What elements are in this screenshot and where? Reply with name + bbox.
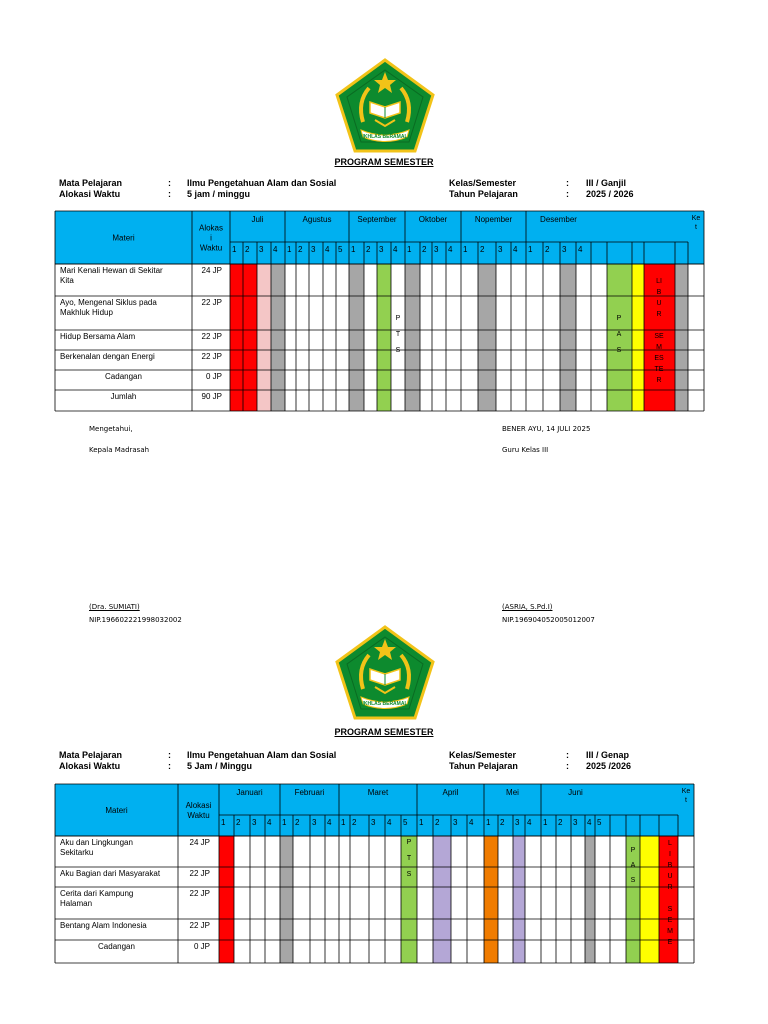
alokasi-value: 5 Jam / Minggu bbox=[187, 761, 253, 771]
week-number: 2 bbox=[558, 818, 563, 827]
pas-label: S bbox=[616, 347, 622, 354]
colon: : bbox=[168, 750, 171, 760]
week-number: 2 bbox=[480, 245, 485, 254]
materi-text: Cadangan bbox=[105, 372, 142, 381]
month-header-juni: Juni bbox=[568, 788, 583, 797]
svg-text:IKHLAS BERAMAL: IKHLAS BERAMAL bbox=[362, 701, 408, 707]
materi-text: Aku Bagian dari Masyarakat bbox=[60, 869, 161, 878]
week-number: 3 bbox=[371, 818, 376, 827]
colon: : bbox=[566, 189, 569, 199]
week-number: 4 bbox=[587, 818, 592, 827]
week-number: 1 bbox=[463, 245, 468, 254]
schedule-fill-green bbox=[626, 836, 640, 963]
colon: : bbox=[168, 178, 171, 188]
colon: : bbox=[566, 761, 569, 771]
materi-text: Hidup Bersama Alam bbox=[60, 332, 136, 341]
kelas-value: III / Ganjil bbox=[586, 178, 627, 188]
materi-text: Mari Kenali Hewan di Sekitar bbox=[60, 266, 163, 275]
alokasi-jp-text: 22 JP bbox=[189, 889, 210, 898]
libur-semester-label: B bbox=[667, 862, 673, 869]
week-number: 2 bbox=[366, 245, 371, 254]
header-ket: Ke bbox=[691, 215, 701, 222]
tahun-value: 2025 / 2026 bbox=[586, 189, 634, 199]
schedule-fill-gray bbox=[585, 836, 595, 963]
page-title-semester-1: PROGRAM SEMESTER bbox=[334, 157, 434, 167]
alokasi-value: 5 jam / minggu bbox=[187, 189, 251, 199]
week-number: 1 bbox=[232, 245, 237, 254]
pts-label: T bbox=[406, 855, 412, 862]
month-header-april: April bbox=[442, 788, 459, 797]
header-ket: Ke bbox=[681, 788, 691, 795]
week-number: 2 bbox=[245, 245, 250, 254]
month-header-mei: Mei bbox=[506, 788, 519, 797]
libur-semester-label: R bbox=[656, 311, 662, 318]
month-header-nopember: Nopember bbox=[474, 215, 513, 224]
pts-label: S bbox=[406, 871, 412, 878]
schedule-fill-lavender bbox=[433, 836, 451, 963]
week-number: 4 bbox=[527, 818, 532, 827]
header-alokasi: Alokasi bbox=[185, 801, 212, 810]
pas-label: S bbox=[630, 877, 636, 884]
schedule-fill-yellow bbox=[640, 836, 659, 963]
materi-text: Kita bbox=[60, 276, 74, 285]
materi-text: Halaman bbox=[60, 899, 93, 908]
mapel-label: Mata Pelajaran bbox=[59, 178, 123, 188]
mapel-value: Ilmu Pengetahuan Alam dan Sosial bbox=[187, 750, 337, 760]
week-number: 3 bbox=[312, 818, 317, 827]
colon: : bbox=[168, 189, 171, 199]
week-number: 4 bbox=[267, 818, 272, 827]
materi-text: Cadangan bbox=[98, 942, 135, 951]
libur-semester-label: SE bbox=[654, 333, 664, 340]
kepala-name: (Dra. SUMIATI) bbox=[89, 603, 140, 611]
kelas-label: Kelas/Semester bbox=[449, 178, 517, 188]
materi-text: Bentang Alam Indonesia bbox=[60, 921, 147, 930]
week-number: 1 bbox=[282, 818, 287, 827]
mapel-value: Ilmu Pengetahuan Alam dan Sosial bbox=[187, 178, 337, 188]
week-number: 4 bbox=[387, 818, 392, 827]
alokasi-label: Alokasi Waktu bbox=[59, 761, 121, 771]
alokasi-jp-text: 0 JP bbox=[205, 372, 222, 381]
schedule-fill-orange bbox=[484, 836, 498, 963]
header-ket: t bbox=[695, 224, 697, 231]
month-header-september: September bbox=[357, 215, 397, 224]
week-number: 4 bbox=[273, 245, 278, 254]
month-header-desember: Desember bbox=[540, 215, 577, 224]
week-number: 1 bbox=[351, 245, 356, 254]
pts-label: P bbox=[395, 315, 401, 322]
page-title-semester-2: PROGRAM SEMESTER bbox=[334, 727, 434, 737]
week-number: 4 bbox=[393, 245, 398, 254]
week-number: 3 bbox=[379, 245, 384, 254]
tahun-label: Tahun Pelajaran bbox=[449, 761, 518, 771]
header-materi: Materi bbox=[105, 806, 128, 815]
alokasi-jp-text: 24 JP bbox=[201, 266, 222, 275]
kepala-nip: NIP.196602221998032002 bbox=[89, 616, 182, 624]
week-number: 5 bbox=[403, 818, 408, 827]
week-number: 1 bbox=[528, 245, 533, 254]
schedule-fill-gray bbox=[280, 836, 293, 963]
materi-text: Cerita dari Kampung bbox=[60, 889, 134, 898]
pas-label: A bbox=[630, 862, 636, 869]
colon: : bbox=[566, 750, 569, 760]
week-number: 1 bbox=[341, 818, 346, 827]
week-number: 1 bbox=[419, 818, 424, 827]
kepala-madrasah-text: Kepala Madrasah bbox=[89, 446, 150, 454]
pts-label: S bbox=[395, 347, 401, 354]
guru-name: (ASRIA, S.Pd.I) bbox=[502, 603, 553, 611]
week-number: 3 bbox=[573, 818, 578, 827]
libur-semester-label: TE bbox=[654, 366, 664, 373]
materi-text: Ayo, Mengenal Siklus pada bbox=[60, 298, 157, 307]
week-number: 1 bbox=[407, 245, 412, 254]
libur-semester-label: E bbox=[667, 939, 673, 946]
week-number: 4 bbox=[469, 818, 474, 827]
week-number: 2 bbox=[422, 245, 427, 254]
pas-label: P bbox=[616, 315, 622, 322]
place-date-text: BENER AYU, 14 JULI 2025 bbox=[502, 425, 591, 433]
materi-text: Sekitarku bbox=[60, 848, 94, 857]
alokasi-jp-text: 22 JP bbox=[201, 298, 222, 307]
header-alokasi: i bbox=[210, 233, 212, 243]
schedule-fill-red bbox=[219, 836, 234, 963]
libur-semester-label: M bbox=[667, 928, 673, 935]
week-number: 3 bbox=[453, 818, 458, 827]
alokasi-jp-text: 24 JP bbox=[189, 838, 210, 847]
week-number: 2 bbox=[545, 245, 550, 254]
week-number: 1 bbox=[486, 818, 491, 827]
week-number: 1 bbox=[543, 818, 548, 827]
header-alokasi: Waktu bbox=[199, 243, 223, 253]
libur-semester-label: E bbox=[667, 917, 673, 924]
week-number: 3 bbox=[434, 245, 439, 254]
week-number: 3 bbox=[562, 245, 567, 254]
week-number: 3 bbox=[259, 245, 264, 254]
libur-semester-label: U bbox=[656, 300, 662, 307]
week-number: 1 bbox=[287, 245, 292, 254]
guru-kelas-text: Guru Kelas III bbox=[502, 446, 549, 454]
month-header-februari: Februari bbox=[294, 788, 325, 797]
libur-semester-label: ES bbox=[654, 355, 664, 362]
libur-semester-label: S bbox=[667, 906, 673, 913]
alokasi-jp-text: 22 JP bbox=[189, 869, 210, 878]
header-alokasi: Alokas bbox=[198, 223, 224, 233]
alokasi-jp-text: 22 JP bbox=[201, 332, 222, 341]
week-number: 4 bbox=[513, 245, 518, 254]
week-number: 3 bbox=[515, 818, 520, 827]
libur-semester-label: B bbox=[656, 289, 662, 296]
libur-semester-label: R bbox=[656, 377, 662, 384]
week-number: 5 bbox=[597, 818, 602, 827]
mengetahui-text: Mengetahui, bbox=[89, 425, 133, 433]
week-number: 2 bbox=[298, 245, 303, 254]
pas-label: A bbox=[616, 331, 622, 338]
month-header-juli: Juli bbox=[251, 215, 264, 224]
materi-text: Aku dan Lingkungan bbox=[60, 838, 133, 847]
colon: : bbox=[168, 761, 171, 771]
month-header-agustus: Agustus bbox=[302, 215, 332, 224]
week-number: 4 bbox=[578, 245, 583, 254]
week-number: 2 bbox=[435, 818, 440, 827]
libur-semester-label: I bbox=[669, 851, 671, 858]
week-number: 3 bbox=[498, 245, 503, 254]
materi-text: Jumlah bbox=[110, 392, 137, 401]
header-ket: t bbox=[685, 797, 687, 804]
libur-semester-label: R bbox=[667, 884, 673, 891]
week-number: 4 bbox=[325, 245, 330, 254]
week-number: 4 bbox=[448, 245, 453, 254]
materi-text: Makhluk Hidup bbox=[60, 308, 113, 317]
tahun-label: Tahun Pelajaran bbox=[449, 189, 518, 199]
libur-semester-label: M bbox=[656, 344, 662, 351]
alokasi-jp-text: 22 JP bbox=[201, 352, 222, 361]
week-number: 2 bbox=[500, 818, 505, 827]
week-number: 4 bbox=[327, 818, 332, 827]
week-number: 3 bbox=[311, 245, 316, 254]
month-header-januari: Januari bbox=[236, 788, 263, 797]
week-number: 2 bbox=[352, 818, 357, 827]
week-number: 2 bbox=[295, 818, 300, 827]
week-number: 5 bbox=[338, 245, 343, 254]
mapel-label: Mata Pelajaran bbox=[59, 750, 123, 760]
header-materi: Materi bbox=[112, 233, 135, 243]
schedule-fill-lavender bbox=[513, 836, 525, 963]
kelas-value: III / Genap bbox=[586, 750, 630, 760]
kelas-label: Kelas/Semester bbox=[449, 750, 517, 760]
pts-label: P bbox=[406, 839, 412, 846]
alokasi-jp-text: 22 JP bbox=[189, 921, 210, 930]
header-alokasi: Waktu bbox=[187, 811, 210, 820]
guru-nip: NIP.196904052005012007 bbox=[502, 616, 595, 624]
week-number: 3 bbox=[252, 818, 257, 827]
libur-semester-label: L bbox=[668, 840, 672, 847]
pts-label: T bbox=[395, 331, 401, 338]
week-number: 2 bbox=[236, 818, 241, 827]
alokasi-jp-text: 90 JP bbox=[201, 392, 222, 401]
alokasi-label: Alokasi Waktu bbox=[59, 189, 121, 199]
colon: : bbox=[566, 178, 569, 188]
alokasi-jp-text: 0 JP bbox=[193, 942, 210, 951]
svg-text:IKHLAS BERAMAL: IKHLAS BERAMAL bbox=[362, 134, 408, 140]
materi-text: Berkenalan dengan Energi bbox=[60, 352, 155, 361]
libur-semester-label: U bbox=[667, 873, 673, 880]
libur-semester-label: LI bbox=[656, 278, 662, 285]
month-header-maret: Maret bbox=[367, 788, 389, 797]
pas-label: P bbox=[630, 847, 636, 854]
tahun-value: 2025 /2026 bbox=[586, 761, 632, 771]
week-number: 1 bbox=[221, 818, 226, 827]
month-header-oktober: Oktober bbox=[418, 215, 448, 224]
